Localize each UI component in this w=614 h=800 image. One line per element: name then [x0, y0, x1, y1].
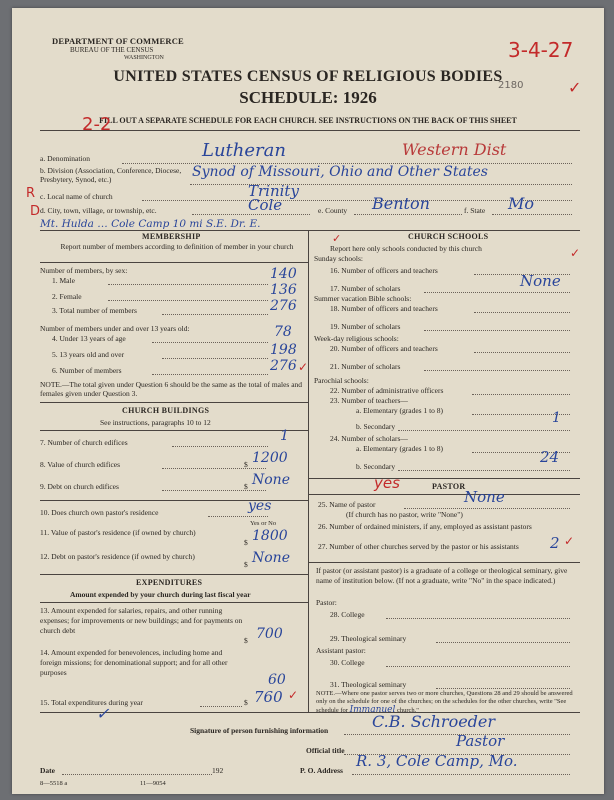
q29-label: 29. Theological seminary	[330, 634, 407, 643]
q17-scholars-value: None	[520, 272, 561, 290]
q1-male-value: 140	[270, 266, 297, 282]
signature-label: Signature of person furnishing information	[190, 726, 329, 735]
q6-members-value: 276	[270, 358, 297, 374]
q9-debt-value: None	[252, 472, 290, 488]
q6-label: 6. Number of members	[52, 366, 122, 375]
state-value: Mo	[508, 194, 535, 213]
margin-r-mark: R	[26, 186, 36, 201]
sunday-label: Sunday schools:	[314, 254, 363, 263]
date-label: Date	[40, 766, 55, 775]
denomination-label: a. Denomination	[40, 154, 90, 163]
q4-label: 4. Under 13 years of age	[52, 334, 126, 343]
buildings-subheading: See instructions, paragraphs 10 to 12	[100, 418, 211, 427]
handwritten-mark: 2-2	[82, 114, 112, 135]
q14-label: 14. Amount expended for benevolences, including home and foreign missions; for denominational support; and for all other purposes	[40, 648, 228, 677]
red-check-icon: ✓	[564, 534, 575, 548]
q8-label: 8. Value of church edifices	[40, 460, 121, 469]
q17-label: 17. Number of scholars	[330, 284, 401, 293]
denomination-district: Western Dist	[402, 140, 507, 159]
q25-note: (If church has no pastor, write "None")	[346, 510, 463, 519]
q12-label: 12. Debt on pastor's residence (if owned by church)	[40, 552, 195, 561]
census-schedule-sheet: DEPARTMENT OF COMMERCE BUREAU OF THE CENSUS WASHINGTON UNITED STATES CENSUS OF RELIGIOUS BODIES SCHEDULE: 1926 FILL OUT A SEPARATE SCHEDULE FOR EACH CHURCH. SEE INSTRUCTIONS ON THE BACK OF THIS SHEET 2180 3-4-27 2-2 ✓ a. Denomination Lutheran Western Dist b. Division (Association, Conference, Diocese, Presbytery, Synod, etc.) Synod of Missouri, Ohio and Other States c. Local name of church Trinity R D d. City, town, village, or township, etc. Cole e. County Benton f. State Mo Mt. Hulda … Cole Camp 10 mi S.E. Dr. E. MEMBERSHIP Report number of members according to definition of member in your church Number of members, by sex: 1. Male 140 2. Female 136 3. Total number of members 276 Number of members under and over 13 years old: 4. Under 13 years of age 78 5. 13 years old and over 198 6. Number of members 276 NOTE.—The total given under Question 6 should be the same as the total of males and females given under Question 3. CHURCH BUILDINGS See instructions, paragraphs 10 to 12 7. Number of church edifices 1 8. Value of church edifices $ 1200 9. Debt on church edifices $ None 10. Does church own pastor's residence yes Yes or No 11. Value of pastor's residence (if owned by church) $ 1800 12. Debt on pastor's residence (if owned by church) $ None EXPENDITURES Amount expended by your church during last fiscal year 13. Amount expended for salaries, repairs, and other running expenses; for improvements or new buildings; and for payments on church debt $ 700 14. Amount expended for benevolences, including home and foreign missions; for denominational support; and for all other purposes 60 15. Total expenditures during year $ 760 CHURCH SCHOOLS Report here only schools conducted by this church Sunday schools: 16. Number of officers and teachers 17. Number of scholars None Summer vacation Bible schools: 18. Number of officers and teachers 19. Number of scholars Week-day religious schools: 20. Number of officers and teachers 21. Number of scholars Parochial schools: 22. Number of administrative officers 23. Number of teachers— a. Elementary (grades 1 to 8) b. Secondary 1 24. Number of scholars— a. Elementary (grades 1 to 8) b. Secondary 24 PASTOR yes 25. Name of pastor None (If church has no pastor, write "None") 26. Number of ordained ministers, if any, employed as assistant pastors 27. Number of other churches served by the pastor or his assistants 2 If pastor (or assistant pastor) is a graduate of a college or theological seminary, give name of institution below. (If not a graduate, write "No" in the space indicated.) Pastor: 28. College 29. Theological seminary Assistant pastor: 30. College 31. Theological seminary NOTE.—Where one pastor serves two or more churches, Questions 28 and 29 should be answered only on the schedule for one of the churches; on the schedules for the other churches, write "See schedule for Immanuel church." ✓ Signature of person furnishing information C.B. Schroeder Official title Pastor Date 192 P. O. Address R. 3, Cole Camp, Mo. 8—5518 a 11—9054 ✓ ✓ ✓ ✓ ✓	[12, 8, 604, 794]
schools-heading: CHURCH SCHOOLS	[408, 232, 489, 241]
official-title-label: Official title	[306, 746, 345, 755]
location-note: Mt. Hulda … Cole Camp 10 mi S.E. Dr. E.	[40, 218, 261, 230]
q15-label: 15. Total expenditures during year	[40, 698, 143, 707]
stamp-number: 2180	[498, 80, 524, 91]
red-check-icon: ✓	[288, 688, 299, 702]
handwritten-date: 3-4-27	[508, 38, 574, 62]
q24-label: 24. Number of scholars—	[330, 434, 408, 443]
q15-total-value: 760	[254, 688, 283, 706]
q28-label: 28. College	[330, 610, 365, 619]
red-check-icon: ✓	[332, 232, 342, 245]
q8-value: 1200	[252, 450, 288, 466]
red-check-icon: ✓	[570, 246, 581, 260]
membership-heading: MEMBERSHIP	[142, 232, 201, 241]
state-label: f. State	[464, 206, 486, 215]
expenditures-heading: EXPENDITURES	[136, 578, 203, 587]
summer-label: Summer vacation Bible schools:	[314, 294, 412, 303]
pastor-note: NOTE.—Where one pastor serves two or more churches, Questions 28 and 29 should be answered only on the schedule for one of the churches; on the schedules for the other churches, write "See schedule for Immanuel church."	[316, 690, 573, 715]
q23a-label: a. Elementary (grades 1 to 8)	[356, 406, 444, 415]
county-label: e. County	[318, 206, 348, 215]
q9-label: 9. Debt on church edifices	[40, 482, 119, 491]
q13-running-value: 700	[256, 626, 283, 642]
print-number: 11—9054	[140, 780, 166, 787]
q27-label: 27. Number of other churches served by the pastor or his assistants	[318, 542, 519, 551]
pastor-heading: PASTOR	[432, 482, 466, 491]
q11-residence-value: 1800	[252, 528, 288, 544]
q21-label: 21. Number of scholars	[330, 362, 401, 371]
fill-instruction: FILL OUT A SEPARATE SCHEDULE FOR EACH CHURCH. SEE INSTRUCTIONS ON THE BACK OF THIS SHEET	[99, 116, 517, 125]
membership-note: NOTE.—The total given under Question 6 should be the same as the total of males and females given under Question 3.	[40, 380, 303, 398]
form-number: 8—5518 a	[40, 780, 68, 787]
assistant-pastor-label: Assistant pastor:	[316, 646, 366, 655]
age-label: Number of members under and over 13 years old:	[40, 324, 190, 333]
q5-over13-value: 198	[270, 342, 297, 358]
buildings-heading: CHURCH BUILDINGS	[122, 406, 210, 415]
po-address-value: R. 3, Cole Camp, Mo.	[356, 752, 518, 770]
form-title: UNITED STATES CENSUS OF RELIGIOUS BODIES	[113, 68, 503, 85]
q2-label: 2. Female	[52, 292, 82, 301]
graduation-note: If pastor (or assistant pastor) is a graduate of a college or theological seminary, give name of institution below. (If not a graduate, write "No" in the space indicated.)	[316, 566, 568, 585]
q27-other-churches-value: 2	[550, 534, 560, 552]
date-year: 192	[212, 766, 224, 775]
official-title-value: Pastor	[456, 732, 505, 750]
q5-label: 5. 13 years old and over	[52, 350, 125, 359]
bureau-label: BUREAU OF THE CENSUS	[70, 46, 154, 54]
q13-label: 13. Amount expended for salaries, repairs, and other running expenses; for improvements or new buildings; and for payments on church debt	[40, 606, 243, 635]
q4-under13-value: 78	[274, 324, 292, 340]
q1-label: 1. Male	[52, 276, 75, 285]
by-sex-label: Number of members, by sex:	[40, 266, 128, 275]
city-label: WASHINGTON	[124, 55, 164, 61]
q10-label: 10. Does church own pastor's residence	[40, 508, 159, 517]
q23b-label: b. Secondary	[356, 422, 396, 431]
margin-d-mark: D	[30, 204, 41, 219]
pastor-sub-label: Pastor:	[316, 598, 337, 607]
schools-subheading: Report here only schools conducted by this church	[330, 244, 482, 253]
q10-owns-residence-value: yes	[248, 498, 272, 514]
city-town-value: Cole	[248, 196, 283, 214]
check-mark-icon: ✓	[568, 78, 582, 97]
local-name-label: c. Local name of church	[40, 192, 113, 201]
q25-pastor-name-value: None	[464, 488, 505, 506]
red-check-icon: ✓	[298, 360, 309, 374]
q20-label: 20. Number of officers and teachers	[330, 344, 438, 353]
q19-label: 19. Number of scholars	[330, 322, 401, 331]
pastor-heading-note: yes	[374, 474, 400, 492]
q2-female-value: 136	[270, 282, 297, 298]
q12-residence-debt-value: None	[252, 550, 290, 566]
division-label: b. Division (Association, Conference, Diocese, Presbytery, Synod, etc.)	[40, 166, 182, 184]
department-label: DEPARTMENT OF COMMERCE	[52, 36, 184, 46]
q22-label: 22. Number of administrative officers	[330, 386, 444, 395]
parochial-label: Parochial schools:	[314, 376, 369, 385]
denomination-value: Lutheran	[202, 140, 286, 161]
q11-label: 11. Value of pastor's residence (if owned by church)	[40, 528, 196, 537]
q16-label: 16. Number of officers and teachers	[330, 266, 438, 275]
schedule-title: SCHEDULE: 1926	[239, 88, 377, 107]
q24b-label: b. Secondary	[356, 462, 396, 471]
membership-subheading: Report number of members according to definition of member in your church	[60, 242, 294, 251]
expenditures-subheading: Amount expended by your church during last fiscal year	[70, 590, 251, 599]
q7-edifices-value: 1	[280, 428, 289, 444]
yes-no-hint: Yes or No	[250, 520, 277, 527]
local-name-value: Trinity	[248, 182, 299, 200]
q18-label: 18. Number of officers and teachers	[330, 304, 438, 313]
weekday-label: Week-day religious schools:	[314, 334, 399, 343]
q31-label: 31. Theological seminary	[330, 680, 407, 689]
po-address-label: P. O. Address	[300, 766, 343, 775]
footer-check-icon: ✓	[96, 704, 110, 723]
q14-benevolence-value: 60	[268, 672, 286, 688]
q26-label: 26. Number of ordained ministers, if any, employed as assistant pastors	[318, 522, 532, 531]
q23b-secondary-teachers-value: 1	[552, 410, 561, 426]
county-value: Benton	[372, 194, 430, 213]
q25-label: 25. Name of pastor	[318, 500, 376, 509]
q3-label: 3. Total number of members	[52, 306, 137, 315]
q30-label: 30. College	[330, 658, 365, 667]
q3-total-value: 276	[270, 298, 297, 314]
q7-label: 7. Number of church edifices	[40, 438, 128, 447]
signature-value: C.B. Schroeder	[372, 712, 496, 731]
q24b-secondary-scholars-value: 24	[540, 448, 560, 466]
q23-label: 23. Number of teachers—	[330, 396, 408, 405]
q24a-label: a. Elementary (grades 1 to 8)	[356, 444, 444, 453]
division-value: Synod of Missouri, Ohio and Other States	[192, 164, 488, 180]
city-town-label: d. City, town, village, or township, etc.	[40, 206, 157, 215]
